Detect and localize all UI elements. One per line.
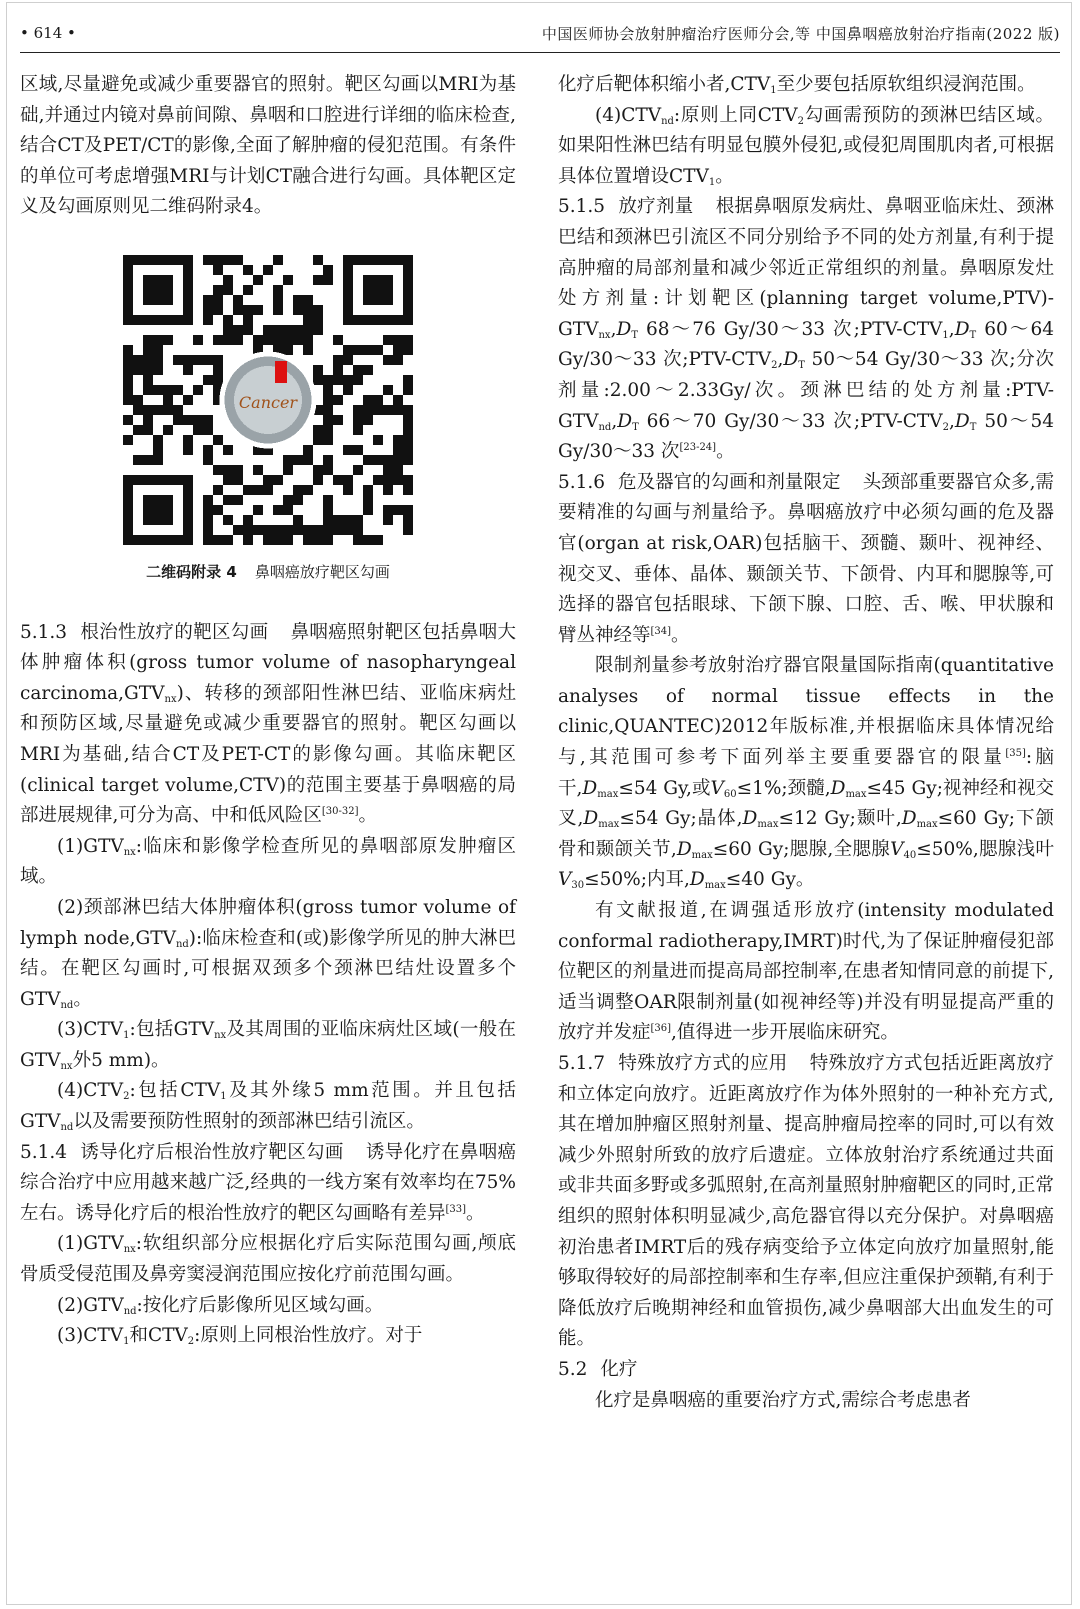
item-ctv1: $(3)CTV_1$:包括$GTV_{nx}$及其周围的亚临床病灶区域(一般在$GTV_{nx}$外5 mm)。 — [20, 1019, 516, 1072]
item-ctv2: $(4)CTV_2$:包括$CTV_1$及其外缘5 mm范围。并且包括$GTV_{nd}$以及需要预防性照射的颈部淋巴结引流区。 — [20, 1080, 516, 1134]
citation: [36] — [650, 1023, 672, 1035]
qr-caption — [20, 557, 516, 588]
section-5-1-4: 5.1.4 诱导化疗后根治性放疗靶区勾画 诱导化疗在鼻咽癌综合治疗中应用越来越广泛,经典的一线方案有效率均在75%左右。诱导化疗后的根治性放疗的靶区勾画略有差异[33]。 — [20, 1141, 516, 1224]
qr-caption-label: 二维码附录 4 — [146, 562, 237, 581]
item-induction-gtv-nd: $(2)GTV_{nd}$:按化疗后影像所见区域勾画。 — [57, 1294, 384, 1317]
right-column — [558, 70, 1054, 1416]
continued-paragraph: 化疗后靶体积缩小者$,CTV_1$至少要包括原软组织浸润范围。 — [558, 74, 1036, 96]
citation: [33] — [445, 1203, 467, 1215]
section-5-1-6: 5.1.6 危及器官的勾画和剂量限定 头颈部重要器官众多,需要精准的勾画与剂量给予。鼻咽癌放疗中必须勾画的危及器官(organ at risk,OAR)包括脑干、颈髓、颞叶、视神经、视交叉、垂体、晶体、颞颌关节、下颌骨、内耳和腮腺等,可选择的器官包括眼球、下颌下腺、口腔、舌、喉、甲状腺和臂丛神经等[34]。 — [558, 471, 1054, 646]
citation: [35] — [1005, 748, 1026, 760]
item-induction-ctv: $(3)CTV_1$和$CTV_2$:原则上同根治性放疗。对于 — [57, 1325, 423, 1348]
item-gtv-nx: $(1)GTV_{nx}$:临床和影像学检查所见的鼻咽部原发肿瘤区域。 — [20, 835, 516, 888]
qr-figure — [20, 255, 516, 588]
section-5-1-3: 5.1.3 根治性放疗的靶区勾画 鼻咽癌照射靶区包括鼻咽大体肿瘤体积(gross tumor volume of nasopharyngeal $carcinoma,GTV_{nx}$)、转移的颈部阳性淋巴结、亚临床病灶和预防区域,尽量避免或减少重要器官的照射。靶区勾画以MRI为基础,结合CT及PET-CT的影像勾画。其临床靶区(clinical target volume,CTV)的范围主要基于鼻咽癌的局部进展规律,可分为高、中和低风险区[30-32]。 — [20, 621, 516, 827]
item-ctv-nd: $(4)CTV_{nd}$:原则上同$CTV_2$勾画需预防的颈淋巴结区域。如果阳性淋巴结有明显包膜外侵犯,或侵犯周围肌肉者,可根据具体位置增设$CTV_1$。 — [558, 104, 1054, 188]
citation: [23-24] — [679, 442, 717, 454]
imrt-paragraph: 有文献报道,在调强适形放疗(intensity modulated conformal radiotherapy,IMRT)时代,为了保证肿瘤侵犯部位靶区的剂量进而提高局部控制率,在患者知情同意的前提下,适当调整OAR限制剂量(如视神经等)并没有明显提高严重的放疗并发症[36],值得进一步开展临床研究。 — [558, 900, 1054, 1044]
left-column — [20, 70, 516, 1352]
intro-paragraph: 区域,尽量避免或减少重要器官的照射。靶区勾画以MRI为基础,并通过内镜对鼻前间隙、鼻咽和口腔进行详细的临床检查,结合CT及PET/CT的影像,全面了解肿瘤的侵犯范围。有条件的单位可考虑增强MRI与计划CT融合进行勾画。具体靶区定义及勾画原则见二维码附录4。 — [20, 74, 516, 218]
page-header — [20, 18, 1060, 48]
section-5-1-5: 5.1.5 放疗剂量 根据鼻咽原发病灶、鼻咽亚临床灶、颈淋巴结和颈淋巴引流区不同分别给予不同的处方剂量,有利于提高肿瘤的局部剂量和减少邻近正常组织的剂量。鼻咽原发灶处方剂量:计划靶区(planning target $volume,PTV)-GTV_{nx},D_T$ 68～76 Gy/30～33 次$;PTV-CTV_1,D_T$ 60～64 Gy/30～33 次$;PTV-CTV_2,D_T$ 50～54 Gy/30～33 次;分次剂量:2.00～2.33Gy/次。颈淋巴结的处方剂量$:PTV-GTV_{nd},D_T$ 66～70 Gy/30～33 次$;PTV-CTV_2,D_T$ 50～54 Gy/30～33 次[23-24]。 — [558, 196, 1055, 463]
header-rule — [20, 52, 1060, 53]
citation: [30-32] — [321, 806, 359, 818]
citation: [34] — [650, 625, 672, 637]
qr-code-icon — [123, 255, 413, 545]
section-number: 5.1.3 — [20, 621, 68, 643]
chemo-paragraph: 化疗是鼻咽癌的重要治疗方式,需综合考虑患者 — [595, 1389, 971, 1411]
qr-caption-text: 鼻咽癌放疗靶区勾画 — [254, 562, 390, 581]
qr-code-image[interactable] — [123, 255, 413, 545]
item-gtv-nd: (2)颈部淋巴结大体肿瘤体积(gross tumor volume of lymph $node,GTV_{nd}$):临床检查和(或)影像学所见的肿大淋巴结。在靶区勾画时,可根据双颈多个颈淋巴结灶设置多个$GTV_{nd}$。 — [20, 896, 516, 1011]
page-number: • 614 • — [20, 24, 76, 42]
section-5-1-7: 5.1.7 特殊放疗方式的应用 特殊放疗方式包括近距离放疗和立体定向放疗。近距离放疗作为体外照射的一种补充方式,其在增加肿瘤区照射剂量、提高肿瘤局控率的同时,可以有效减少外照射所致的放疗后遗症。立体放射治疗系统通过共面或非共面多野或多弧照射,在高剂量照射肿瘤靶区的同时,正常组织的照射体积明显减少,高危器官得以充分保护。对鼻咽癌初治患者IMRT后的残存病变给予立体定向放疗加量照射,能够取得较好的局部控制率和生存率,但应注重保护颈鞘,有利于降低放疗后晚期神经和血管损伤,减少鼻咽部大出血发生的可能。 — [558, 1053, 1054, 1350]
svg-text:Cancer: Cancer — [238, 392, 298, 412]
quantec-paragraph: 限制剂量参考放射治疗器官限量国际指南(quantitative analyses of normal tissue effects in the clinic,QUANTEC)2012年版标准,并根据临床具体情况给与,其范围可参考下面列举主要重要器官的限量[35]:脑干$,D_{max}\le 54$ Gy,或$V_{60}\le 1\%$;颈髓$,D_{max}\le 45$ Gy;视神经和视交叉$,D_{max}\le 54$ Gy;晶体$,D_{max}\le 12$ Gy;颞叶$,D_{max}\le 60$ Gy;下颌骨和颞颌关节$,D_{max}\le 60$ Gy;腮腺,全腮腺$V_{40}\le 50\%$,腮腺浅叶$V_{30}\le 50\%$;内耳$,D_{max}\le 40$ Gy。 — [558, 655, 1055, 892]
section-5-2: 5.2 化疗 — [558, 1358, 638, 1380]
item-induction-gtv-nx: $(1)GTV_{nx}$:软组织部分应根据化疗后实际范围勾画,颅底骨质受侵范围及鼻旁窦浸润范围应按化疗前范围勾画。 — [20, 1233, 516, 1286]
running-title: 中国医师协会放射肿瘤治疗医师分会,等 中国鼻咽癌放射治疗指南(2022 版) — [541, 24, 1060, 43]
section-title: 根治性放疗的靶区勾画 — [80, 621, 269, 643]
